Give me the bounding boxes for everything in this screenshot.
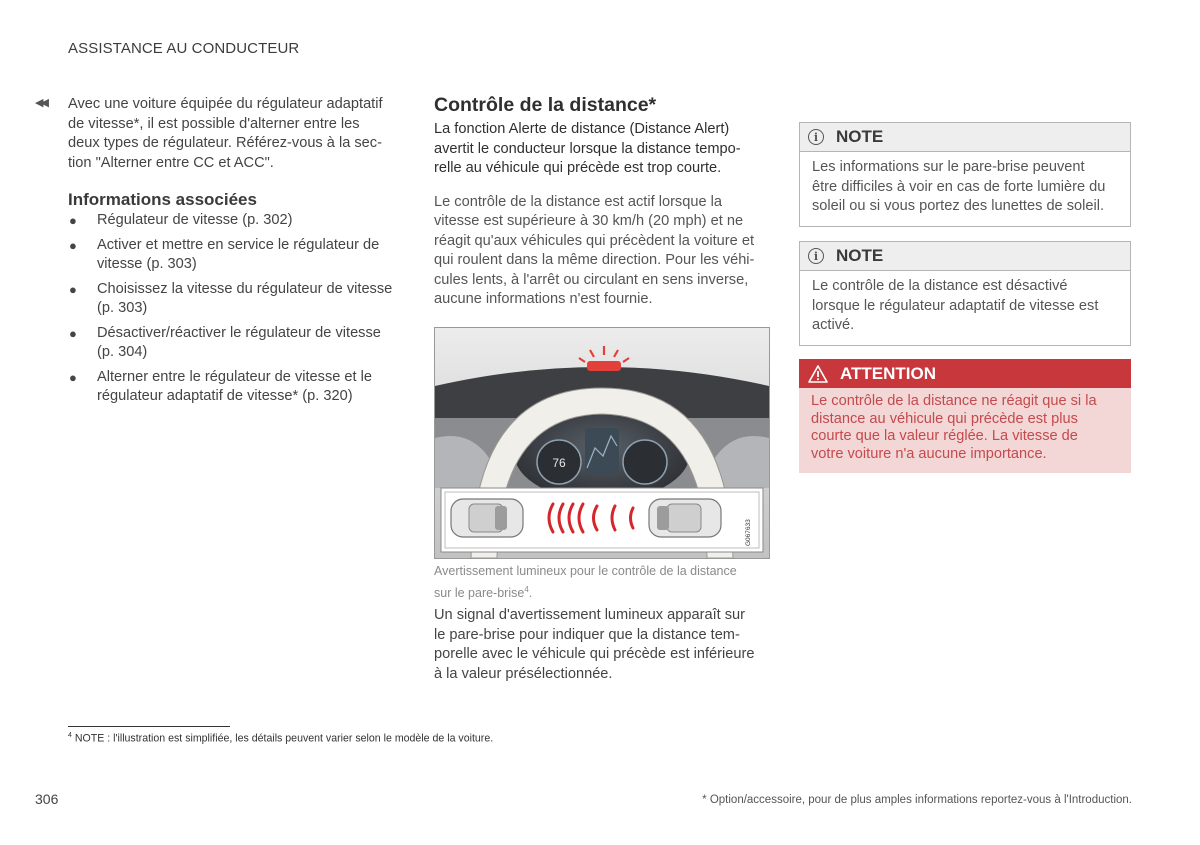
double-chevron-left-icon: ◀◀ <box>35 97 46 109</box>
page-number: 306 <box>35 791 59 807</box>
footnote-text: NOTE : l'illustration est simplifiée, les détails peuvent varier selon le modèle de la voiture. <box>71 732 494 745</box>
lead-line: avertit le conducteur lorsque la distance tempo- <box>434 140 741 157</box>
center-map-display <box>585 428 619 474</box>
dashboard-illustration <box>434 327 770 559</box>
related-info-heading: Informations associées <box>68 190 257 209</box>
body-line: cules lents, à l'arrêt ou circulant en sens inverse, <box>434 271 749 288</box>
intro-line: deux types de régulateur. Référez-vous à la sec- <box>68 135 382 151</box>
related-link-text: Régulateur de vitesse (p. 302) <box>97 212 293 228</box>
related-link-text: Alterner entre le régulateur de vitesse et le <box>97 368 373 385</box>
related-link-cruise-control[interactable] <box>68 211 400 231</box>
bullet-icon: ● <box>69 369 77 385</box>
footnote-divider <box>68 726 230 727</box>
image-code: G067633 <box>745 519 752 546</box>
note-box <box>799 122 1131 227</box>
note-label: NOTE <box>836 127 884 146</box>
note-line: lorsque le régulateur adaptatif de vitesse est <box>812 297 1099 314</box>
related-link-text: Activer et mettre en service le régulateur de <box>97 236 380 253</box>
intro-line: de vitesse*, il est possible d'alterner entre les <box>68 115 360 132</box>
lead-line: relle au véhicule qui précède est trop courte. <box>434 160 722 176</box>
related-link-activate-cruise-control[interactable] <box>68 236 400 275</box>
caption-line: sur le pare-brise <box>434 585 525 600</box>
bullet-icon: ● <box>69 213 77 228</box>
front-car-icon <box>649 499 721 537</box>
intro-paragraph <box>68 95 400 173</box>
caption-line: Avertissement lumineux pour le contrôle de la distance <box>434 564 737 578</box>
column-1 <box>68 95 400 407</box>
related-link-text: vitesse (p. 303) <box>97 256 197 272</box>
related-link-choose-speed[interactable] <box>68 280 400 319</box>
body-line: aucune informations n'est fournie. <box>434 291 653 307</box>
note-header <box>800 123 1130 152</box>
attention-box <box>799 359 1131 473</box>
lead-paragraph <box>434 120 768 179</box>
related-link-switch-cc-acc[interactable] <box>68 368 400 407</box>
related-link-text: (p. 304) <box>97 344 148 360</box>
option-accessory-note: * Option/accessoire, pour de plus amples informations reportez-vous à l'Introduction. <box>702 794 1132 806</box>
footnote-ref[interactable]: 4 <box>524 584 529 594</box>
note-label: NOTE <box>836 246 884 265</box>
body-line: vitesse est supérieure à 30 km/h (20 mph) et ne <box>434 213 744 229</box>
note-line: être difficiles à voir en cas de forte lumière du <box>812 178 1106 195</box>
note-box <box>799 241 1131 346</box>
attention-line: Le contrôle de la distance ne réagit que si la <box>811 393 1097 409</box>
illustration-caption: Avertissement lumineux pour le contrôle de la distance sur le pare-brise$^4$. <box>434 564 737 600</box>
attention-line: courte que la valeur réglée. La vitesse de <box>811 428 1078 444</box>
note-line: Les informations sur le pare-brise peuvent <box>812 159 1085 175</box>
related-link-text: régulateur adaptatif de vitesse* (p. 320) <box>97 388 353 404</box>
body-line: porelle avec le véhicule qui précède est inférieure <box>434 646 755 662</box>
body-paragraph-2 <box>434 606 768 684</box>
intro-line: tion "Alterner entre CC et ACC". <box>68 154 274 171</box>
info-icon: i <box>808 248 824 264</box>
note-line: activé. <box>812 317 855 333</box>
body-line: qui roulent dans la même direction. Pour les véhi- <box>434 252 755 268</box>
body-line: Un signal d'avertissement lumineux apparaît sur <box>434 607 746 623</box>
warning-triangle-icon <box>808 365 828 383</box>
body-paragraph <box>434 193 768 310</box>
note-line: soleil ou si vous portez des lunettes de soleil. <box>812 198 1105 214</box>
related-link-text: Choisissez la vitesse du régulateur de vitesse <box>97 280 393 297</box>
attention-line: votre voiture n'a aucune importance. <box>811 445 1047 462</box>
speed-value: 76 <box>552 456 566 470</box>
body-line: réagit qu'aux véhicules qui précèdent la voiture et <box>434 232 754 249</box>
bullet-icon: ● <box>69 325 77 341</box>
related-link-text: (p. 303) <box>97 300 148 316</box>
lead-line: La fonction Alerte de distance (Distance Alert) <box>434 121 730 137</box>
section-title: Contrôle de la distance* <box>434 94 657 116</box>
bullet-icon: ● <box>69 281 77 297</box>
page-header-title: ASSISTANCE AU CONDUCTEUR <box>68 40 300 57</box>
body-line: à la valeur présélectionnée. <box>434 665 613 682</box>
own-car-icon <box>451 499 523 537</box>
footnote <box>68 732 493 745</box>
bullet-icon: ● <box>69 237 77 253</box>
attention-header <box>799 359 1131 388</box>
related-link-deactivate-cruise-control[interactable] <box>68 324 400 363</box>
footnote-number: 4 <box>68 732 72 739</box>
attention-body <box>799 388 1131 473</box>
info-icon: i <box>808 129 824 145</box>
column-2 <box>434 93 768 310</box>
attention-line: distance au véhicule qui précède est plus <box>811 410 1078 427</box>
dashboard-illustration-svg <box>435 328 769 558</box>
attention-label: ATTENTION <box>840 363 937 383</box>
body-line: Le contrôle de la distance est actif lorsque la <box>434 193 722 210</box>
tachometer <box>623 440 667 484</box>
note-line: Le contrôle de la distance est désactivé <box>812 278 1068 294</box>
intro-line: Avec une voiture équipée du régulateur adaptatif <box>68 96 383 112</box>
body-line: le pare-brise pour indiquer que la distance tem- <box>434 626 740 643</box>
note-header <box>800 242 1130 271</box>
note-body <box>800 152 1130 226</box>
note-body <box>800 271 1130 345</box>
related-info-list <box>68 211 400 407</box>
related-link-text: Désactiver/réactiver le régulateur de vitesse <box>97 324 381 341</box>
